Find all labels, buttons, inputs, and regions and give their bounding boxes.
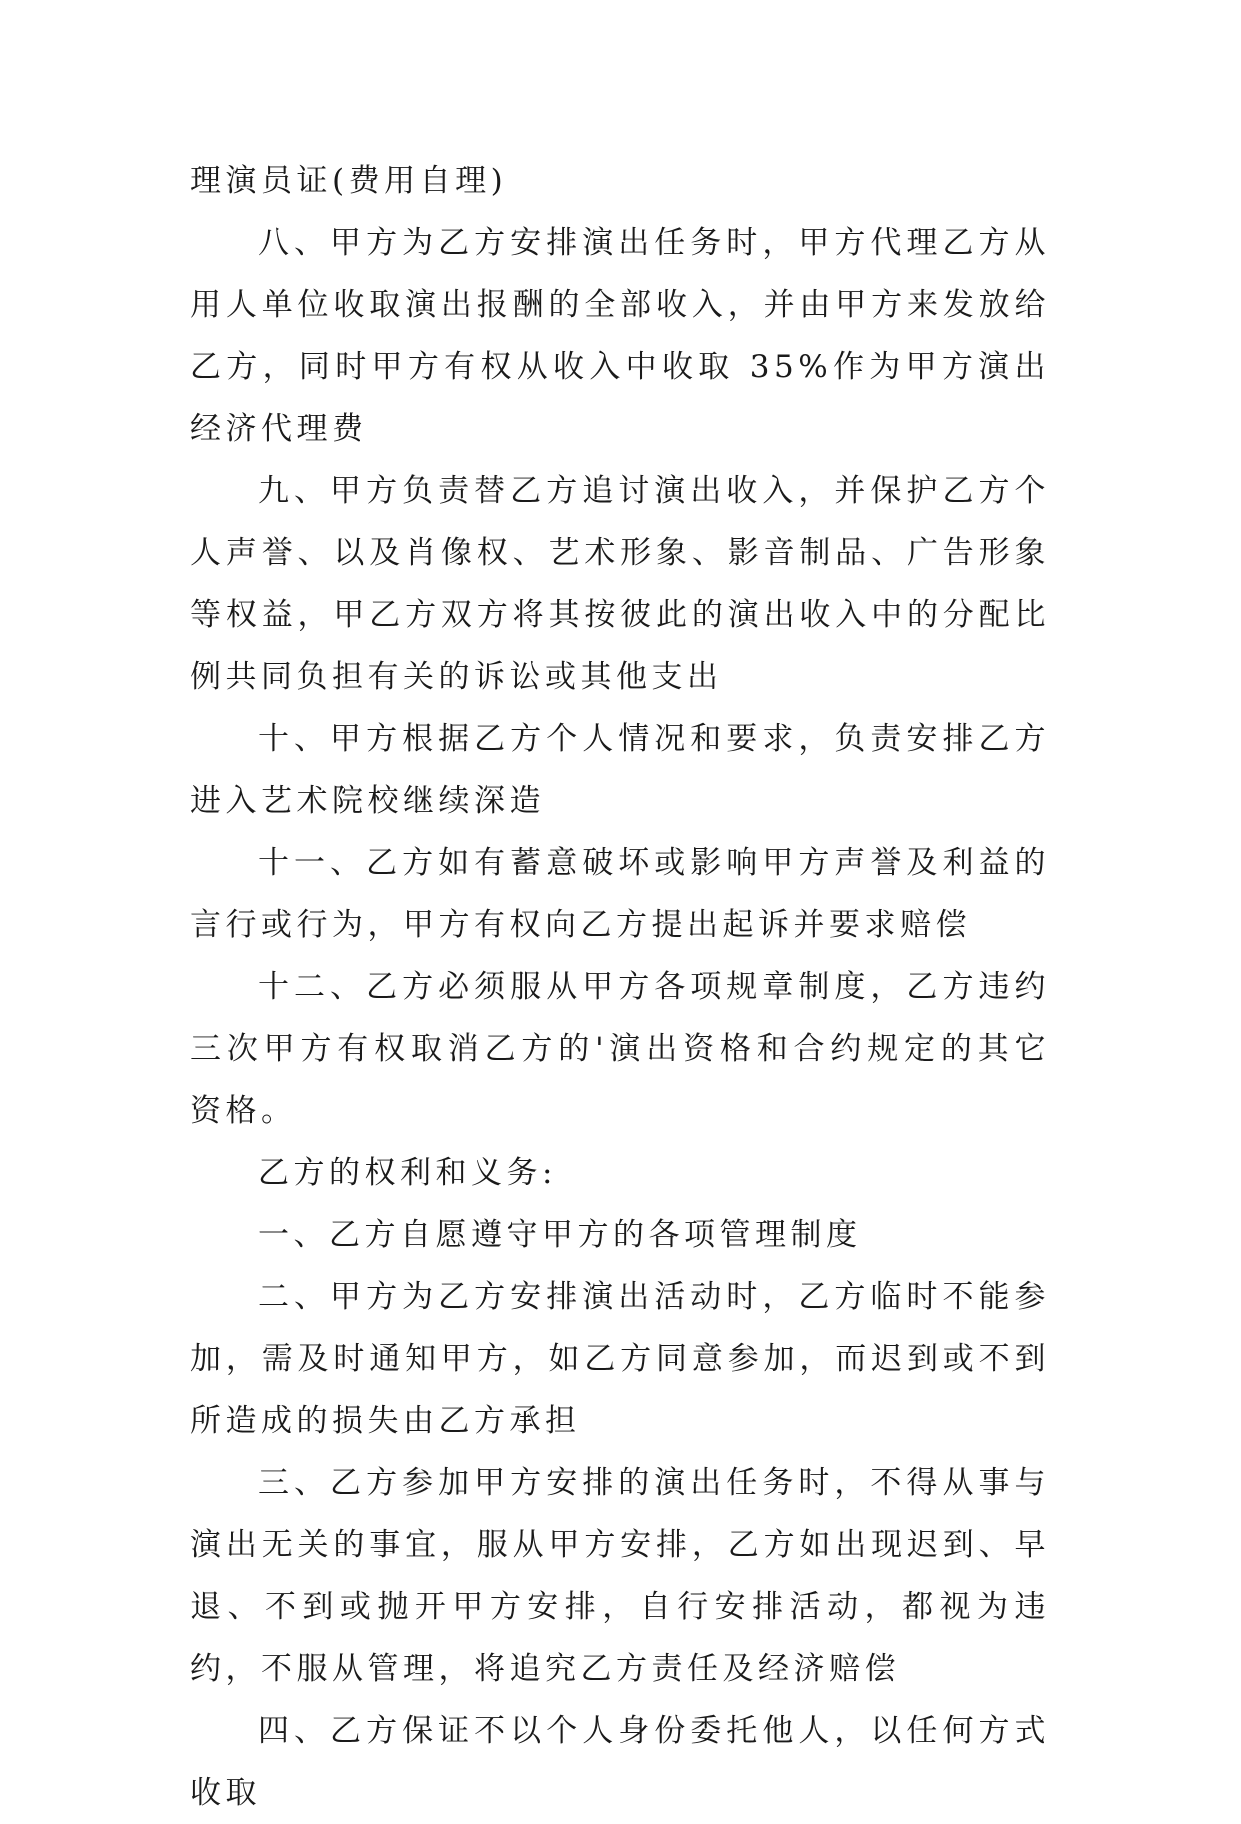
paragraph-b-clause-2: 二、甲方为乙方安排演出活动时，乙方临时不能参加，需及时通知甲方，如乙方同意参加，而迟到或不到所造成的损失由乙方承担 <box>190 1279 1050 1439</box>
paragraph-clause-10: 十、甲方根据乙方个人情况和要求，负责安排乙方进入艺术院校继续深造 <box>190 721 1050 819</box>
paragraph-b-clause-3: 三、乙方参加甲方安排的演出任务时，不得从事与演出无关的事宜，服从甲方安排，乙方如出现迟到、早退、不到或抛开甲方安排，自行安排活动，都视为违约，不服从管理，将追究乙方责任及经济赔偿 <box>190 1465 1050 1687</box>
document-body <box>190 150 1050 1824</box>
paragraph-clause-12: 十二、乙方必须服从甲方各项规章制度，乙方违约三次甲方有权取消乙方的'演出资格和合约规定的其它资格。 <box>190 969 1050 1129</box>
paragraph-continuation: 理演员证(费用自理) <box>190 163 508 199</box>
paragraph-clause-8: 八、甲方为乙方安排演出任务时，甲方代理乙方从用人单位收取演出报酬的全部收入，并由甲方来发放给乙方，同时甲方有权从收入中收取 35%作为甲方演出经济代理费 <box>190 225 1050 447</box>
paragraph-b-clause-1: 一、乙方自愿遵守甲方的各项管理制度 <box>258 1217 862 1253</box>
paragraph-b-clause-4: 四、乙方保证不以个人身份委托他人，以任何方式收取 <box>190 1713 1050 1811</box>
paragraph-clause-11: 十一、乙方如有蓄意破坏或影响甲方声誉及利益的言行或行为，甲方有权向乙方提出起诉并要求赔偿 <box>190 845 1050 943</box>
section-heading-party-b-rights: 乙方的权利和义务: <box>258 1155 557 1191</box>
paragraph-clause-9: 九、甲方负责替乙方追讨演出收入，并保护乙方个人声誉、以及肖像权、艺术形象、影音制品、广告形象等权益，甲乙方双方将其按彼此的演出收入中的分配比例共同负担有关的诉讼或其他支出 <box>190 473 1050 695</box>
